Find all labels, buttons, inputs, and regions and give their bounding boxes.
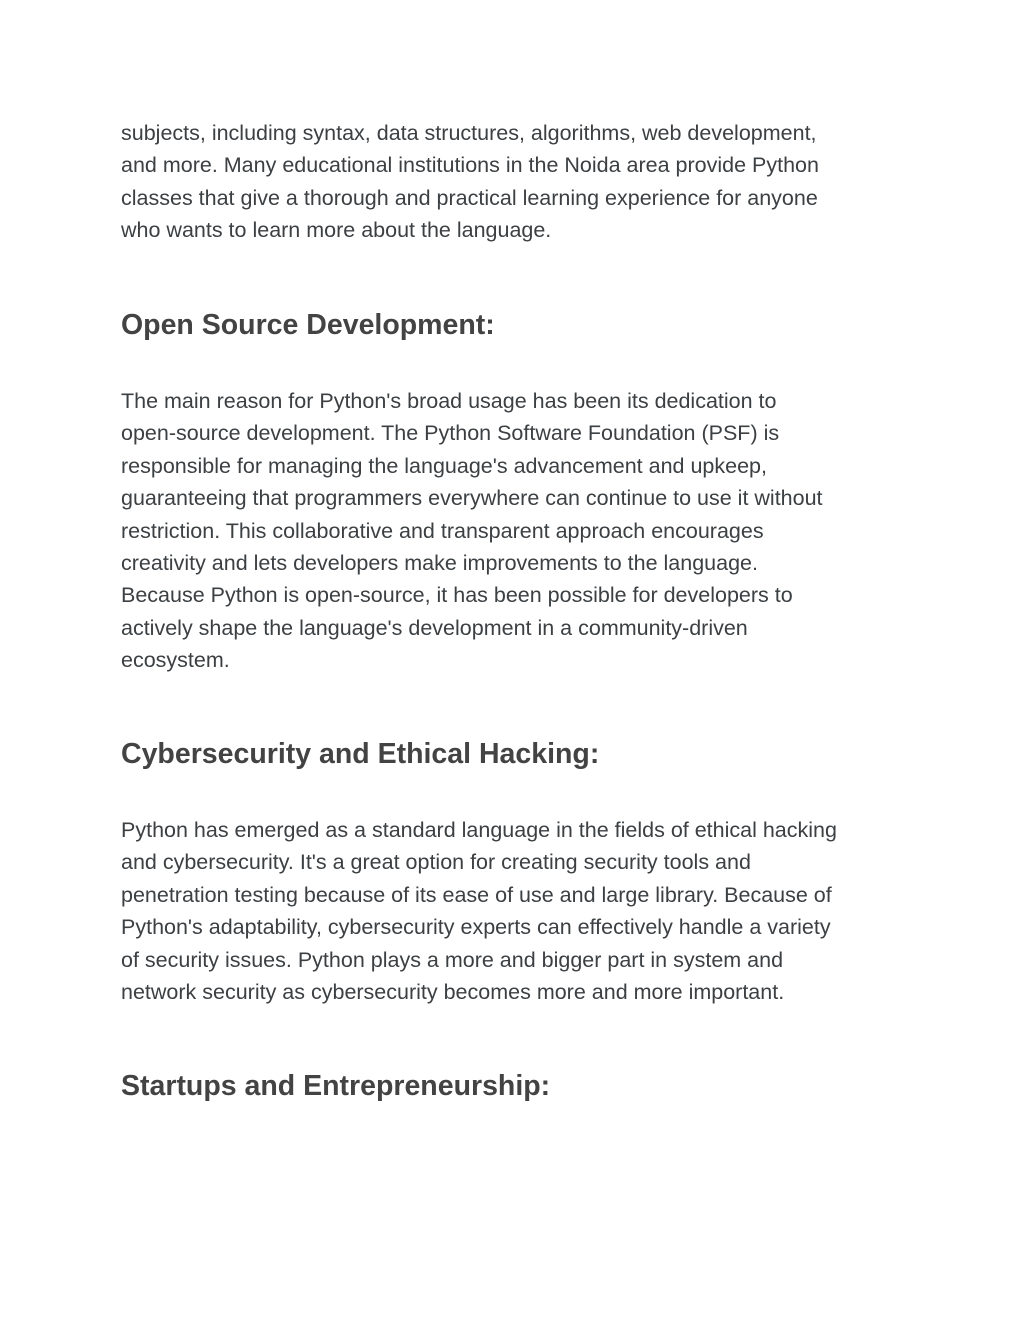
open-source-line: actively shape the language's development in a community-driven — [121, 615, 748, 640]
intro-line: and more. Many educational institutions in the Noida area provide Python — [121, 153, 819, 178]
intro-line: classes that give a thorough and practical learning experience for anyone — [121, 185, 818, 210]
open-source-line: The main reason for Python's broad usage has been its dedication to — [121, 389, 777, 413]
cybersecurity-line: Python's adaptability, cybersecurity experts can effectively handle a variety — [121, 915, 831, 940]
intro-line: subjects, including syntax, data structures, algorithms, web development, — [121, 121, 817, 145]
cybersecurity-paragraph — [121, 814, 911, 1008]
open-source-line: open-source development. The Python Software Foundation (PSF) is — [121, 421, 780, 446]
cybersecurity-line: network security as cybersecurity becomes more and more important. — [121, 980, 785, 1005]
open-source-line: responsible for managing the language's advancement and upkeep, — [121, 453, 767, 478]
cybersecurity-line: and cybersecurity. It's a great option for creating security tools and — [121, 850, 751, 875]
startups-heading: Startups and Entrepreneurship: — [121, 1070, 551, 1102]
open-source-line: Because Python is open-source, it has been possible for developers to — [121, 583, 793, 608]
open-source-heading: Open Source Development: — [121, 309, 495, 341]
cybersecurity-heading: Cybersecurity and Ethical Hacking: — [121, 738, 600, 770]
open-source-line: restriction. This collaborative and transparent approach encourages — [121, 518, 764, 543]
open-source-line: creativity and lets developers make improvements to the language. — [121, 551, 758, 576]
cybersecurity-line: penetration testing because of its ease of use and large library. Because of — [121, 882, 832, 907]
cybersecurity-line: of security issues. Python plays a more and bigger part in system and — [121, 947, 784, 972]
open-source-line: ecosystem. — [121, 648, 230, 673]
open-source-paragraph — [121, 385, 911, 677]
cybersecurity-line: Python has emerged as a standard language in the fields of ethical hacking — [121, 818, 837, 842]
intro-paragraph — [121, 117, 911, 247]
intro-line: who wants to learn more about the language. — [121, 218, 552, 243]
open-source-line: guaranteeing that programmers everywhere can continue to use it without — [121, 486, 823, 511]
